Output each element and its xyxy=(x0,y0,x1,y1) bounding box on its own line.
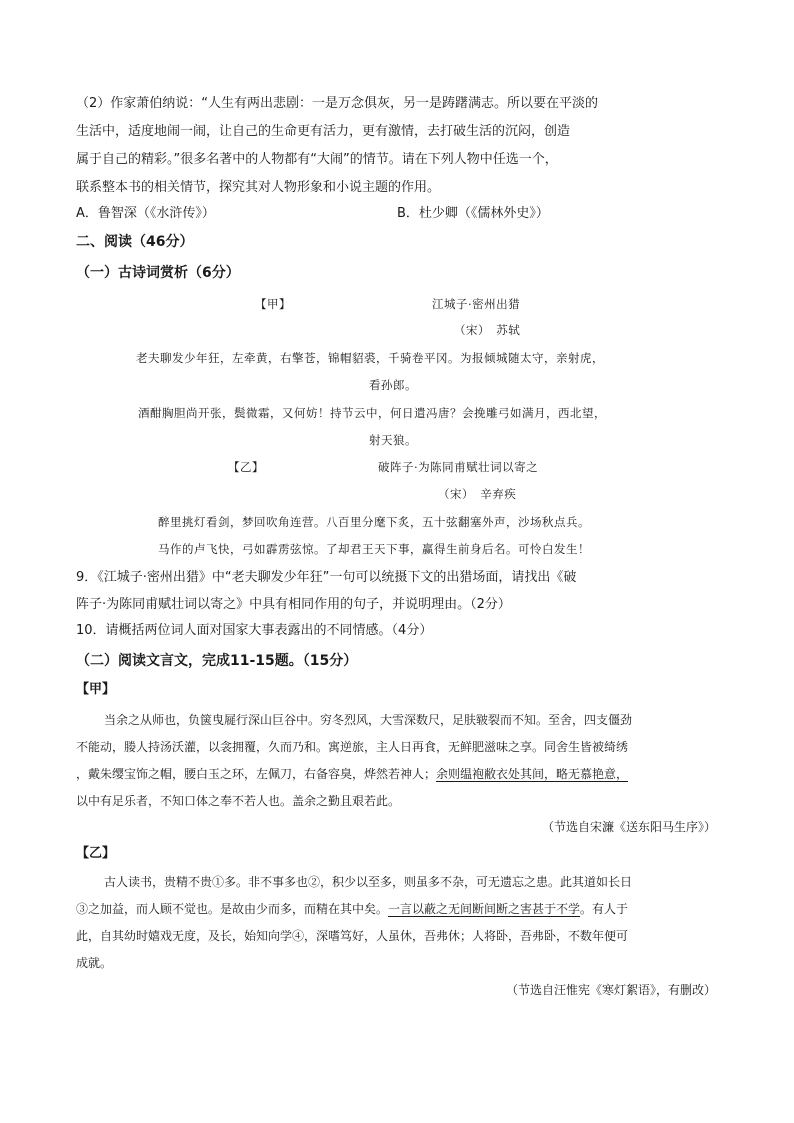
passage-jia-line-4: 以中有足乐者，不知口体之奉不若人也。盖余之勤且艰若此。 xyxy=(76,794,401,808)
passage-yi-label: 【乙】 xyxy=(76,846,116,861)
passage-yi-line-4: 成就。 xyxy=(76,956,113,970)
passage-jia-line-3-text: ，戴朱缨宝饰之帽，腰白玉之环，左佩刀，右备容臭，烨然若神人； xyxy=(76,767,437,781)
part1-title: （一）古诗词赏析（6分） xyxy=(76,265,240,281)
q10: 10．请概括两位词人面对国家大事表露出的不同情感。（4分） xyxy=(76,623,433,638)
passage-jia-label: 【甲】 xyxy=(76,682,116,697)
poem-yi-title: 破阵子·为陈同甫赋壮词以寄之 xyxy=(378,460,539,474)
passage-yi-line-2-text: ③之加益，而人顾不觉也。是故由少而多，而精在其中矣。 xyxy=(76,902,389,916)
passage-jia-source: （节选自宋濂《送东阳马生序》） xyxy=(541,820,716,834)
passage-yi-line-1: 古人读书，贵精不贵①多。非不事多也②，积少以至多，则虽多不杂，可无遗忘之患。此其道如长日 xyxy=(104,875,633,889)
q9-line-2: 阵子·为陈同甫赋壮词以寄之》中具有相同作用的句子，并说明理由。（2分） xyxy=(76,597,511,612)
underlined-sentence-yi: 一言以蔽之无间断间断之害甚于不学 xyxy=(388,902,581,916)
passage-jia-line-3 xyxy=(76,765,628,783)
q2-line-1: （2）作家萧伯纳说：“人生有两出悲剧：一是万念俱灰，另一是踌躇满志。所以要在平淡的 xyxy=(76,96,599,111)
poem-yi-line-2: 马作的卢飞快，弓如霹雳弦惊。了却君王天下事，赢得生前身后名。可怜白发生！ xyxy=(158,542,590,556)
poem-jia-label: 【甲】 xyxy=(255,297,291,311)
poem-jia-line-4: 射天狼。 xyxy=(369,433,417,447)
passage-yi-line-3: 此，自其幼时嬉戏无度，及长，始知向学④，深嗜笃好，人虽休，吾弗休；人将卧，吾弗卧，不数年便可 xyxy=(76,929,629,943)
poem-jia-line-2: 看孙郎。 xyxy=(369,378,417,392)
q9-line-1: 9．《江城子·密州出猎》中“老夫聊发少年狂”一句可以统摄下文的出猎场面，请找出《破 xyxy=(76,570,577,585)
q2-line-2: 生活中，适度地闹一闹，让自己的生命更有活力，更有激情，去打破生活的沉闷，创造 xyxy=(76,124,571,139)
underlined-sentence-jia: 余则缊袍敝衣处其间，略无慕艳意， xyxy=(436,767,629,781)
passage-jia-line-1: 当余之从师也，负箧曳屣行深山巨谷中。穷冬烈风，大雪深数尺，足肤皲裂而不知。至舍，四支僵劲 xyxy=(104,713,633,727)
q2-option-b: B．杜少卿（《儒林外史》） xyxy=(397,206,549,221)
poem-jia-line-1: 老夫聊发少年狂，左牵黄，右擎苍，锦帽貂裘，千骑卷平冈。为报倾城随太守，亲射虎， xyxy=(136,351,604,365)
poem-yi-line-1: 醉里挑灯看剑，梦回吹角连营。八百里分麾下炙，五十弦翻塞外声，沙场秋点兵。 xyxy=(158,515,590,529)
q2-line-3: 属于自己的精彩。”很多名著中的人物都有“大闹”的情节。请在下列人物中任选一个， xyxy=(76,152,558,167)
poem-jia-line-3: 酒酣胸胆尚开张，鬓微霜，又何妨！持节云中，何日遣冯唐？会挽雕弓如满月，西北望， xyxy=(138,406,606,420)
poem-yi-author: （宋） 辛弃疾 xyxy=(438,487,517,501)
poem-yi-label: 【乙】 xyxy=(228,460,264,474)
section-title-reading: 二、阅读（46分） xyxy=(76,234,194,250)
passage-yi-line-2 xyxy=(76,900,628,918)
q2-line-4: 联系整本书的相关情节，探究其对人物形象和小说主题的作用。 xyxy=(76,180,441,195)
poem-jia-author: （宋） 苏轼 xyxy=(454,323,521,337)
passage-yi-line-2-tail: 。有人于 xyxy=(580,902,629,916)
part2-title: （二）阅读文言文，完成11-15题。（15分） xyxy=(76,653,358,669)
poem-jia-title: 江城子·密州出猎 xyxy=(432,297,521,311)
q2-option-a: A．鲁智深（《水浒传》） xyxy=(76,206,215,221)
passage-jia-line-2: 不能动，媵人持汤沃灌，以衾拥覆，久而乃和。寓逆旅，主人日再食，无鲜肥滋味之享。同舍生皆被绮绣 xyxy=(76,740,629,754)
passage-yi-source: （节选自汪惟宪《寒灯絮语》，有删改） xyxy=(505,983,716,997)
